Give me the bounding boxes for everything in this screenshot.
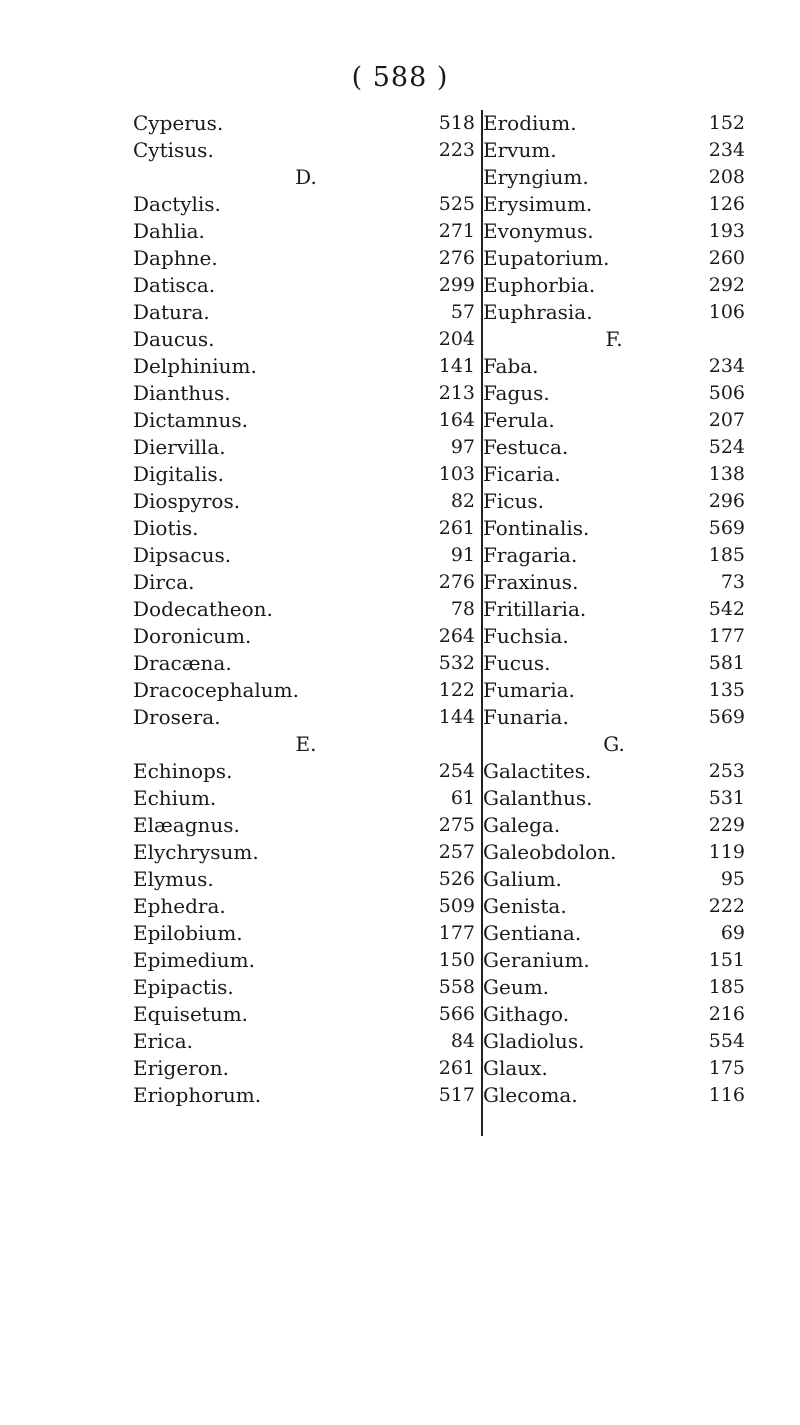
- index-entry: [483, 920, 745, 947]
- section-letter: G.: [603, 732, 625, 756]
- genus-name: Festuca.: [483, 435, 569, 459]
- genus-name: Githago.: [483, 1002, 570, 1026]
- page-reference: 526: [438, 868, 475, 890]
- genus-name: Daphne.: [133, 246, 218, 270]
- index-entry: [133, 1028, 479, 1055]
- genus-name: Dracocephalum.: [133, 678, 300, 702]
- genus-name: Elychrysum.: [133, 840, 259, 864]
- index-entry: [133, 1001, 479, 1028]
- index-entry: [133, 974, 479, 1001]
- page-reference: 207: [708, 409, 745, 431]
- genus-name: Genista.: [483, 894, 567, 918]
- page-reference: 271: [438, 220, 475, 242]
- genus-name: Dracæna.: [133, 651, 232, 675]
- page-reference: 254: [438, 760, 475, 782]
- page-reference: 257: [438, 841, 475, 863]
- page-reference: 97: [450, 436, 475, 458]
- genus-name: Diotis.: [133, 516, 199, 540]
- page-reference: 569: [708, 517, 745, 539]
- genus-name: Dirca.: [133, 570, 195, 594]
- page-reference: 122: [438, 679, 475, 701]
- page-reference: 204: [438, 328, 475, 350]
- genus-name: Eriophorum.: [133, 1083, 262, 1107]
- page-reference: 138: [708, 463, 745, 485]
- page-reference: 119: [708, 841, 745, 863]
- index-entry: [483, 407, 745, 434]
- genus-name: Gentiana.: [483, 921, 582, 945]
- index-entry: [483, 677, 745, 704]
- genus-name: Equisetum.: [133, 1002, 249, 1026]
- index-entry: [133, 596, 479, 623]
- page-reference: 73: [720, 571, 745, 593]
- page-reference: 144: [438, 706, 475, 728]
- genus-name: Erysimum.: [483, 192, 593, 216]
- genus-name: Diervilla.: [133, 435, 226, 459]
- genus-name: Fumaria.: [483, 678, 575, 702]
- page-reference: 151: [708, 949, 745, 971]
- index-entry: [133, 758, 479, 785]
- page-reference: 524: [708, 436, 745, 458]
- genus-name: Galium.: [483, 867, 562, 891]
- page-reference: 185: [708, 976, 745, 998]
- page-reference: 208: [708, 166, 745, 188]
- index-entry: [483, 542, 745, 569]
- index-entry: [483, 434, 745, 461]
- page-reference: 175: [708, 1057, 745, 1079]
- genus-name: Galeobdolon.: [483, 840, 617, 864]
- page-reference: 525: [438, 193, 475, 215]
- page-reference: 150: [438, 949, 475, 971]
- page-reference: 261: [438, 1057, 475, 1079]
- page-reference: 84: [450, 1030, 475, 1052]
- index-entry: [133, 110, 479, 137]
- genus-name: Galactites.: [483, 759, 592, 783]
- index-entry: [483, 785, 745, 812]
- page-reference: 292: [708, 274, 745, 296]
- page-reference: 276: [438, 571, 475, 593]
- index-entry: [483, 704, 745, 731]
- genus-name: Fuchsia.: [483, 624, 569, 648]
- index-entry: [133, 272, 479, 299]
- genus-name: Erigeron.: [133, 1056, 230, 1080]
- genus-name: Datura.: [133, 300, 210, 324]
- page-reference: 177: [438, 922, 475, 944]
- index-entry: [483, 488, 745, 515]
- index-entry: [133, 812, 479, 839]
- genus-name: Echium.: [133, 786, 217, 810]
- index-entry: [133, 704, 479, 731]
- page-reference: 82: [450, 490, 475, 512]
- index-entry: [483, 191, 745, 218]
- index-entry: [483, 812, 745, 839]
- genus-name: Faba.: [483, 354, 539, 378]
- page-reference: 253: [708, 760, 745, 782]
- page-reference: 78: [450, 598, 475, 620]
- page-reference: 276: [438, 247, 475, 269]
- index-entry: [133, 353, 479, 380]
- page-reference: 275: [438, 814, 475, 836]
- index-entry: [133, 623, 479, 650]
- page-reference: 177: [708, 625, 745, 647]
- genus-name: Ficaria.: [483, 462, 561, 486]
- genus-name: Drosera.: [133, 705, 221, 729]
- page-reference: 296: [708, 490, 745, 512]
- page-reference: 581: [708, 652, 745, 674]
- page-reference: 532: [438, 652, 475, 674]
- genus-name: Glecoma.: [483, 1083, 578, 1107]
- genus-name: Galanthus.: [483, 786, 593, 810]
- genus-name: Epimedium.: [133, 948, 256, 972]
- page-reference: 518: [438, 112, 475, 134]
- index-entry: [483, 515, 745, 542]
- index-entry: [483, 974, 745, 1001]
- genus-name: Dahlia.: [133, 219, 205, 243]
- index-entry: [483, 569, 745, 596]
- page-reference: 222: [708, 895, 745, 917]
- page-reference: 531: [708, 787, 745, 809]
- index-entry: [483, 380, 745, 407]
- index-entry: [483, 650, 745, 677]
- page-reference: 135: [708, 679, 745, 701]
- page-reference: 264: [438, 625, 475, 647]
- index-entry: [483, 353, 745, 380]
- index-entry: [133, 785, 479, 812]
- index-entry: [483, 218, 745, 245]
- page-reference: 223: [438, 139, 475, 161]
- genus-name: Geum.: [483, 975, 550, 999]
- page-reference: 213: [438, 382, 475, 404]
- index-entry: [133, 893, 479, 920]
- genus-name: Funaria.: [483, 705, 569, 729]
- genus-name: Erodium.: [483, 111, 577, 135]
- page-reference: 260: [708, 247, 745, 269]
- index-entry: [133, 569, 479, 596]
- genus-name: Ferula.: [483, 408, 555, 432]
- index-entry: [133, 299, 479, 326]
- index-entry: [483, 1001, 745, 1028]
- page-reference: 106: [708, 301, 745, 323]
- genus-name: Erica.: [133, 1029, 194, 1053]
- genus-name: Daucus.: [133, 327, 215, 351]
- genus-name: Fucus.: [483, 651, 551, 675]
- index-entry: [133, 488, 479, 515]
- genus-name: Epipactis.: [133, 975, 234, 999]
- genus-name: Doronicum.: [133, 624, 252, 648]
- genus-name: Euphrasia.: [483, 300, 593, 324]
- genus-name: Fritillaria.: [483, 597, 587, 621]
- genus-name: Dodecatheon.: [133, 597, 273, 621]
- genus-name: Ervum.: [483, 138, 557, 162]
- index-entry: [133, 866, 479, 893]
- index-entry: [133, 920, 479, 947]
- index-entry: [483, 866, 745, 893]
- genus-name: Elæagnus.: [133, 813, 240, 837]
- index-entry: [133, 947, 479, 974]
- genus-name: Datisca.: [133, 273, 216, 297]
- index-entry: [133, 650, 479, 677]
- genus-name: Delphinium.: [133, 354, 257, 378]
- genus-name: Fragaria.: [483, 543, 578, 567]
- index-entry: [133, 380, 479, 407]
- index-entry: [483, 1082, 745, 1109]
- genus-name: Cyperus.: [133, 111, 224, 135]
- index-entry: [483, 137, 745, 164]
- genus-name: Fontinalis.: [483, 516, 590, 540]
- index-entry: [133, 461, 479, 488]
- index-entry: [133, 1055, 479, 1082]
- page-reference: 95: [720, 868, 745, 890]
- index-entry: [133, 137, 479, 164]
- page-number-header: ( 588 ): [351, 62, 449, 93]
- page-reference: 91: [450, 544, 475, 566]
- page-reference: 61: [450, 787, 475, 809]
- page-reference: 152: [708, 112, 745, 134]
- genus-name: Echinops.: [133, 759, 233, 783]
- genus-name: Dictamnus.: [133, 408, 248, 432]
- index-entry: [483, 839, 745, 866]
- genus-name: Galega.: [483, 813, 561, 837]
- page-reference: 57: [450, 301, 475, 323]
- page-reference: 185: [708, 544, 745, 566]
- index-entry: [483, 1028, 745, 1055]
- page-reference: 234: [708, 355, 745, 377]
- index-entry: [483, 623, 745, 650]
- index-entry: [483, 299, 745, 326]
- index-entry: [133, 1082, 479, 1109]
- genus-name: Evonymus.: [483, 219, 594, 243]
- genus-name: Dianthus.: [133, 381, 231, 405]
- page-reference: 103: [438, 463, 475, 485]
- genus-name: Cytisus.: [133, 138, 214, 162]
- section-letter: D.: [295, 165, 317, 189]
- index-entry: [133, 515, 479, 542]
- page-reference: 216: [708, 1003, 745, 1025]
- index-entry: [133, 326, 479, 353]
- page-reference: 116: [708, 1084, 745, 1106]
- index-entry: [133, 407, 479, 434]
- genus-name: Epilobium.: [133, 921, 243, 945]
- genus-name: Diospyros.: [133, 489, 241, 513]
- index-entry: [483, 461, 745, 488]
- page-reference: 234: [708, 139, 745, 161]
- index-entry: [133, 191, 479, 218]
- index-column-left: [133, 110, 479, 1109]
- index-entry: [133, 839, 479, 866]
- genus-name: Elymus.: [133, 867, 214, 891]
- genus-name: Eryngium.: [483, 165, 589, 189]
- page-reference: 517: [438, 1084, 475, 1106]
- page-reference: 542: [708, 598, 745, 620]
- genus-name: Dipsacus.: [133, 543, 232, 567]
- genus-name: Fraxinus.: [483, 570, 579, 594]
- genus-name: Fagus.: [483, 381, 550, 405]
- index-entry: [483, 947, 745, 974]
- page-reference: 229: [708, 814, 745, 836]
- index-entry: [133, 434, 479, 461]
- genus-name: Ficus.: [483, 489, 544, 513]
- page-reference: 569: [708, 706, 745, 728]
- genus-name: Ephedra.: [133, 894, 226, 918]
- genus-name: Gladiolus.: [483, 1029, 585, 1053]
- index-entry: [483, 245, 745, 272]
- page-reference: 506: [708, 382, 745, 404]
- page-reference: 164: [438, 409, 475, 431]
- genus-name: Digitalis.: [133, 462, 225, 486]
- page-reference: 126: [708, 193, 745, 215]
- page-reference: 299: [438, 274, 475, 296]
- page-reference: 566: [438, 1003, 475, 1025]
- index-entry: [483, 758, 745, 785]
- genus-name: Dactylis.: [133, 192, 221, 216]
- index-entry: [483, 272, 745, 299]
- genus-name: Glaux.: [483, 1056, 548, 1080]
- index-entry: [133, 677, 479, 704]
- page-reference: 69: [720, 922, 745, 944]
- page-reference: 558: [438, 976, 475, 998]
- index-entry: [483, 110, 745, 137]
- genus-name: Geranium.: [483, 948, 590, 972]
- section-letter: F.: [605, 327, 623, 351]
- page-reference: 141: [438, 355, 475, 377]
- index-entry: [133, 218, 479, 245]
- page-reference: 509: [438, 895, 475, 917]
- index-entry: [483, 1055, 745, 1082]
- section-letter: E.: [295, 732, 317, 756]
- page-reference: 193: [708, 220, 745, 242]
- index-column-right: [483, 110, 745, 1109]
- index-entry: [483, 893, 745, 920]
- index-entry: [133, 245, 479, 272]
- index-entry: [483, 596, 745, 623]
- genus-name: Euphorbia.: [483, 273, 596, 297]
- genus-name: Eupatorium.: [483, 246, 610, 270]
- page-reference: 261: [438, 517, 475, 539]
- page-reference: 554: [708, 1030, 745, 1052]
- index-entry: [133, 542, 479, 569]
- index-entry: [483, 164, 745, 191]
